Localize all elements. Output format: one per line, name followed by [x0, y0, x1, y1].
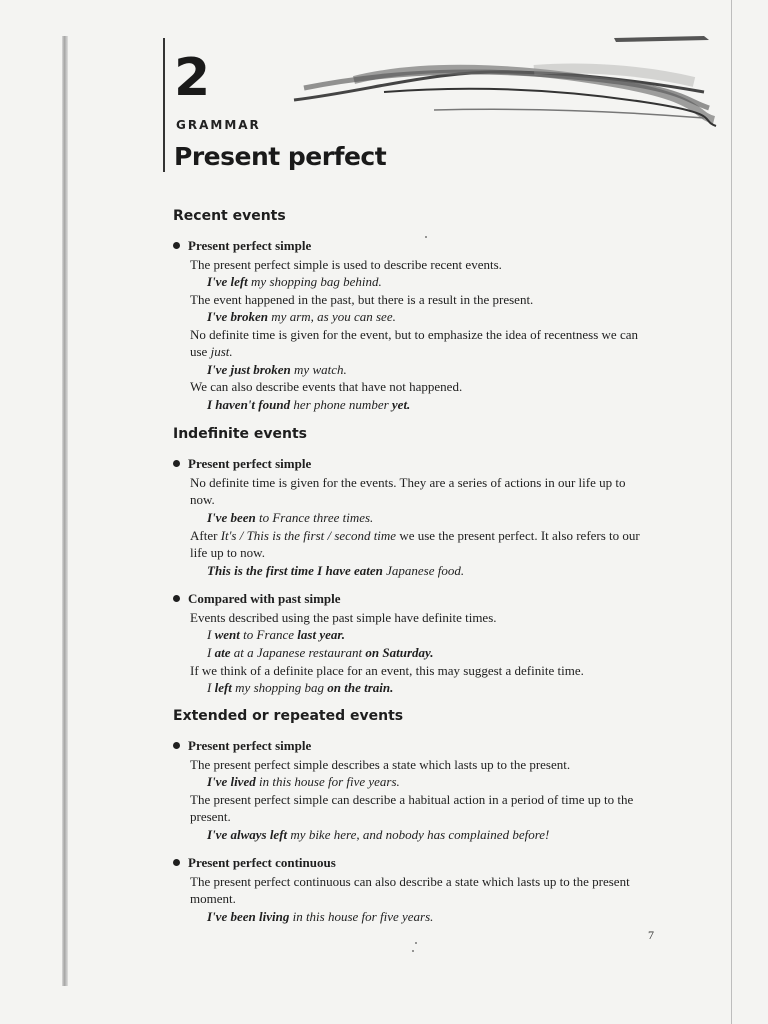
example-keyword: last year. [297, 627, 345, 642]
body-italic-text: It's / This is the first / second time [220, 528, 397, 543]
example-keyword: went [214, 627, 240, 642]
bullet-heading [173, 855, 336, 871]
example-keyword: ate [214, 645, 231, 660]
example-text: to France three times. [255, 510, 374, 525]
chapter-number: 2 [174, 48, 211, 108]
example-sentence [207, 273, 382, 290]
example-text: my bike here, and nobody has complained before! [287, 827, 550, 842]
example-keyword: I haven't found [207, 397, 291, 412]
example-text: I [207, 627, 215, 642]
example-sentence [207, 773, 400, 790]
page-title: Present perfect [174, 142, 387, 171]
body-italic-text: just. [210, 344, 233, 359]
bullet-heading [173, 238, 311, 254]
section-heading-indefinite-events: Indefinite events [173, 426, 308, 442]
bullet-title: Present perfect simple [188, 738, 312, 753]
body-line [190, 527, 660, 544]
example-text: at a Japanese restaurant [230, 645, 366, 660]
example-sentence [207, 361, 347, 378]
example-text: my shopping bag behind. [247, 274, 382, 289]
example-text: my arm, as you can see. [268, 309, 396, 324]
bullet-heading [173, 591, 341, 607]
bullet-icon [173, 859, 180, 866]
example-sentence [207, 509, 373, 526]
body-line: Events described using the past simple have definite times. [190, 610, 497, 625]
section-heading-recent-events: Recent events [173, 208, 286, 224]
example-text: Japanese food. [382, 563, 465, 578]
example-sentence [207, 908, 433, 925]
example-text: her phone number [290, 397, 392, 412]
example-sentence [207, 562, 464, 579]
bullet-title: Present perfect simple [188, 456, 312, 471]
example-sentence [207, 308, 396, 325]
example-keyword: left [214, 680, 232, 695]
chapter-label: GRAMMAR [176, 118, 261, 132]
example-keyword: yet. [391, 397, 411, 412]
bullet-title: Present perfect continuous [188, 855, 336, 870]
example-text: my shopping bag [231, 680, 328, 695]
example-keyword: I've left [207, 274, 248, 289]
example-text: I [207, 680, 215, 695]
example-keyword: I've just broken [207, 362, 291, 377]
body-line: life up to now. [190, 545, 265, 560]
example-text: my watch. [290, 362, 347, 377]
bullet-icon [173, 742, 180, 749]
example-text: I [207, 645, 215, 660]
example-keyword: on Saturday. [365, 645, 434, 660]
body-text: After [190, 528, 221, 543]
body-line: The present perfect simple describes a state which lasts up to the present. [190, 757, 571, 772]
example-text: in this house for five years. [289, 909, 434, 924]
body-text: use [190, 344, 211, 359]
example-keyword: I've always left [207, 827, 288, 842]
example-text: to France [239, 627, 298, 642]
body-line: moment. [190, 891, 236, 906]
body-line: now. [190, 492, 215, 507]
example-keyword: on the train. [327, 680, 394, 695]
scan-speck [425, 236, 427, 238]
bullet-icon [173, 242, 180, 249]
body-line: The present perfect simple can describe a habitual action in a period of time up to the [190, 792, 634, 807]
example-keyword: I've broken [207, 309, 269, 324]
bullet-icon [173, 595, 180, 602]
bullet-heading [173, 738, 311, 754]
bullet-title: Compared with past simple [188, 591, 341, 606]
example-keyword: I've been living [207, 909, 290, 924]
body-line [190, 343, 660, 360]
bullet-icon [173, 460, 180, 467]
scan-speck [415, 942, 417, 944]
example-sentence [207, 626, 345, 643]
example-sentence [207, 396, 410, 413]
example-text: in this house for five years. [255, 774, 400, 789]
page-number: 7 [648, 928, 654, 942]
body-line: No definite time is given for the events. They are a series of actions in our life up to [190, 475, 626, 490]
example-keyword: I've been [207, 510, 256, 525]
body-line: The present perfect simple is used to describe recent events. [190, 257, 502, 272]
scan-speck [412, 950, 414, 952]
example-sentence [207, 644, 434, 661]
body-line: We can also describe events that have not happened. [190, 379, 463, 394]
body-text: we use the present perfect. It also refers to our [396, 528, 640, 543]
body-line: The present perfect continuous can also describe a state which lasts up to the present [190, 874, 630, 889]
example-keyword: This is the first time I have eaten [207, 563, 383, 578]
bullet-heading [173, 456, 311, 472]
body-line: The event happened in the past, but there is a result in the present. [190, 292, 534, 307]
section-heading-extended-events: Extended or repeated events [173, 708, 404, 724]
example-keyword: I've lived [207, 774, 256, 789]
bullet-title: Present perfect simple [188, 238, 312, 253]
example-sentence [207, 679, 393, 696]
body-line: If we think of a definite place for an event, this may suggest a definite time. [190, 663, 584, 678]
body-line: No definite time is given for the event, but to emphasize the idea of recentness we can [190, 327, 638, 342]
body-line: present. [190, 809, 231, 824]
example-sentence [207, 826, 549, 843]
